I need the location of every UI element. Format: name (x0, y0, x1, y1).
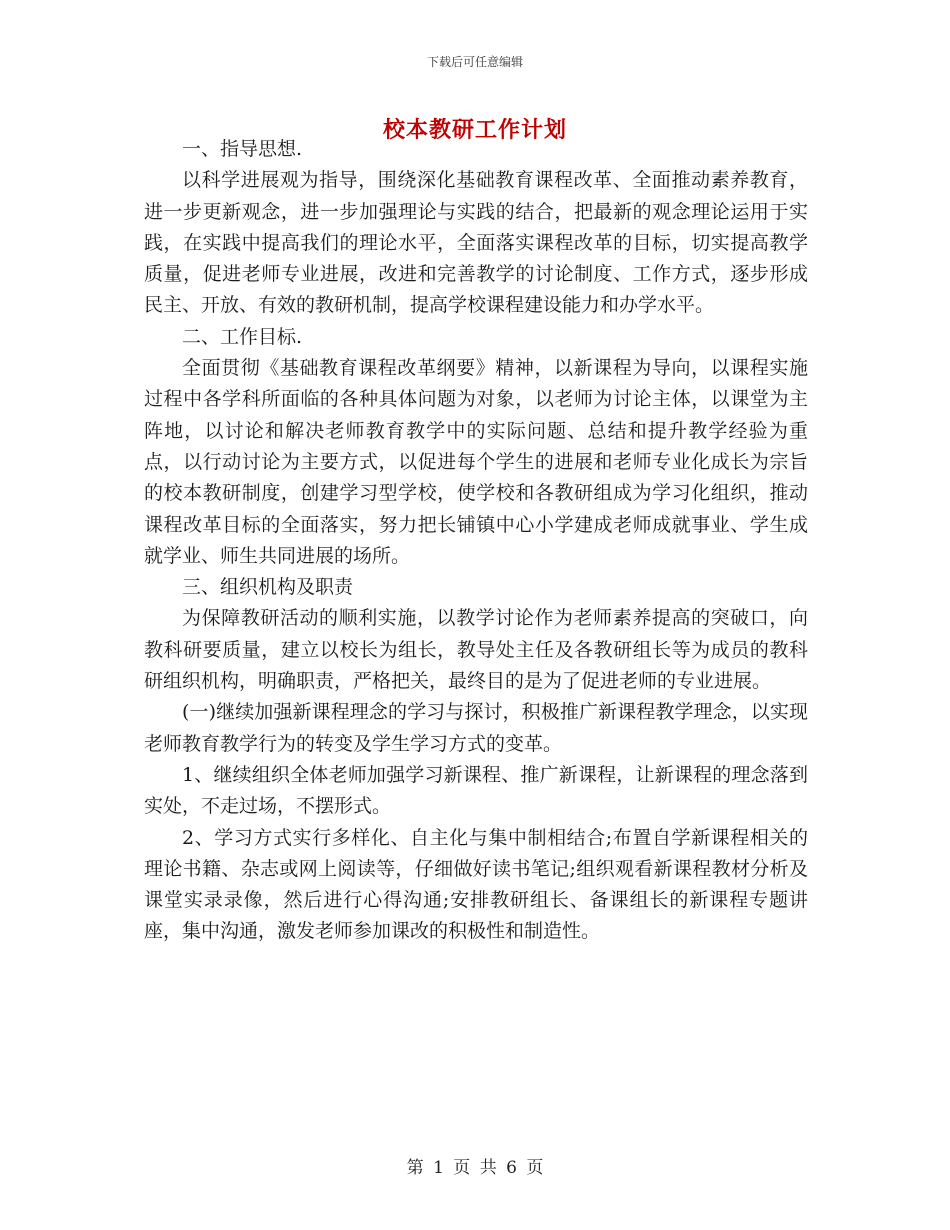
paragraph: 全面贯彻《基础教育课程改革纲要》精神，以新课程为导向，以课程实施过程中各学科所面临的各种具体问题为对象，以老师为讨论主体，以课堂为主阵地，以讨论和解决老师教育教学中的实际问题、总结和提升教学经验为重点，以行动讨论为主要方式，以促进每个学生的进展和老师专业化成长为宗旨的校本教研制度，创建学习型学校，使学校和各教研组成为学习化组织，推动课程改革目标的全面落实，努力把长铺镇中心小学建成老师成就事业、学生成就学业、师生共同进展的场所。 (144, 357, 808, 567)
section-heading-work-goals: 二、工作目标. (182, 325, 303, 348)
paragraph: 为保障教研活动的顺利实施，以教学讨论作为老师素养提高的突破口，向教科研要质量，建立以校长为组长，教导处主任及各教研组长等为成员的教科研组织机构，明确职责，严格把关，最终目的是为了促进老师的专业进展。 (144, 607, 808, 693)
document-title: 校本教研工作计划 (382, 117, 567, 143)
header-note: 下载后可任意编辑 (426, 55, 523, 69)
paragraph: 1、继续组织全体老师加强学习新课程、推广新课程，让新课程的理念落到实处，不走过场，不摆形式。 (144, 763, 808, 818)
paragraph: 以科学进展观为指导，围绕深化基础教育课程改革、全面推动素养教育，进一步更新观念，进一步加强理论与实践的结合，把最新的观念理论运用于实践，在实践中提高我们的理论水平，全面落实课程改革的目标，切实提高教学质量，促进老师专业进展，改进和完善教学的讨论制度、工作方式，逐步形成民主、开放、有效的教研机制，提高学校课程建设能力和办学水平。 (144, 169, 808, 317)
document-body (144, 134, 808, 948)
section-heading-guiding-ideology: 一、指导思想. (182, 138, 303, 160)
paragraph: (一)继续加强新课程理念的学习与探讨，积极推广新课程教学理念，以实现老师教育教学行为的转变及学生学习方式的变革。 (144, 701, 808, 755)
section-heading-organization: 三、组织机构及职责 (182, 576, 354, 599)
paragraph: 2、学习方式实行多样化、自主化与集中制相结合;布置自学新课程相关的理论书籍、杂志或网上阅读等，仔细做好读书笔记;组织观看新课程教材分析及课堂实录录像，然后进行心得沟通;安排教研组长、备课组长的新课程专题讲座，集中沟通，激发老师参加课改的积极性和制造性。 (144, 826, 808, 943)
page-footer: 第 1 页 共 6 页 (406, 1158, 544, 1178)
